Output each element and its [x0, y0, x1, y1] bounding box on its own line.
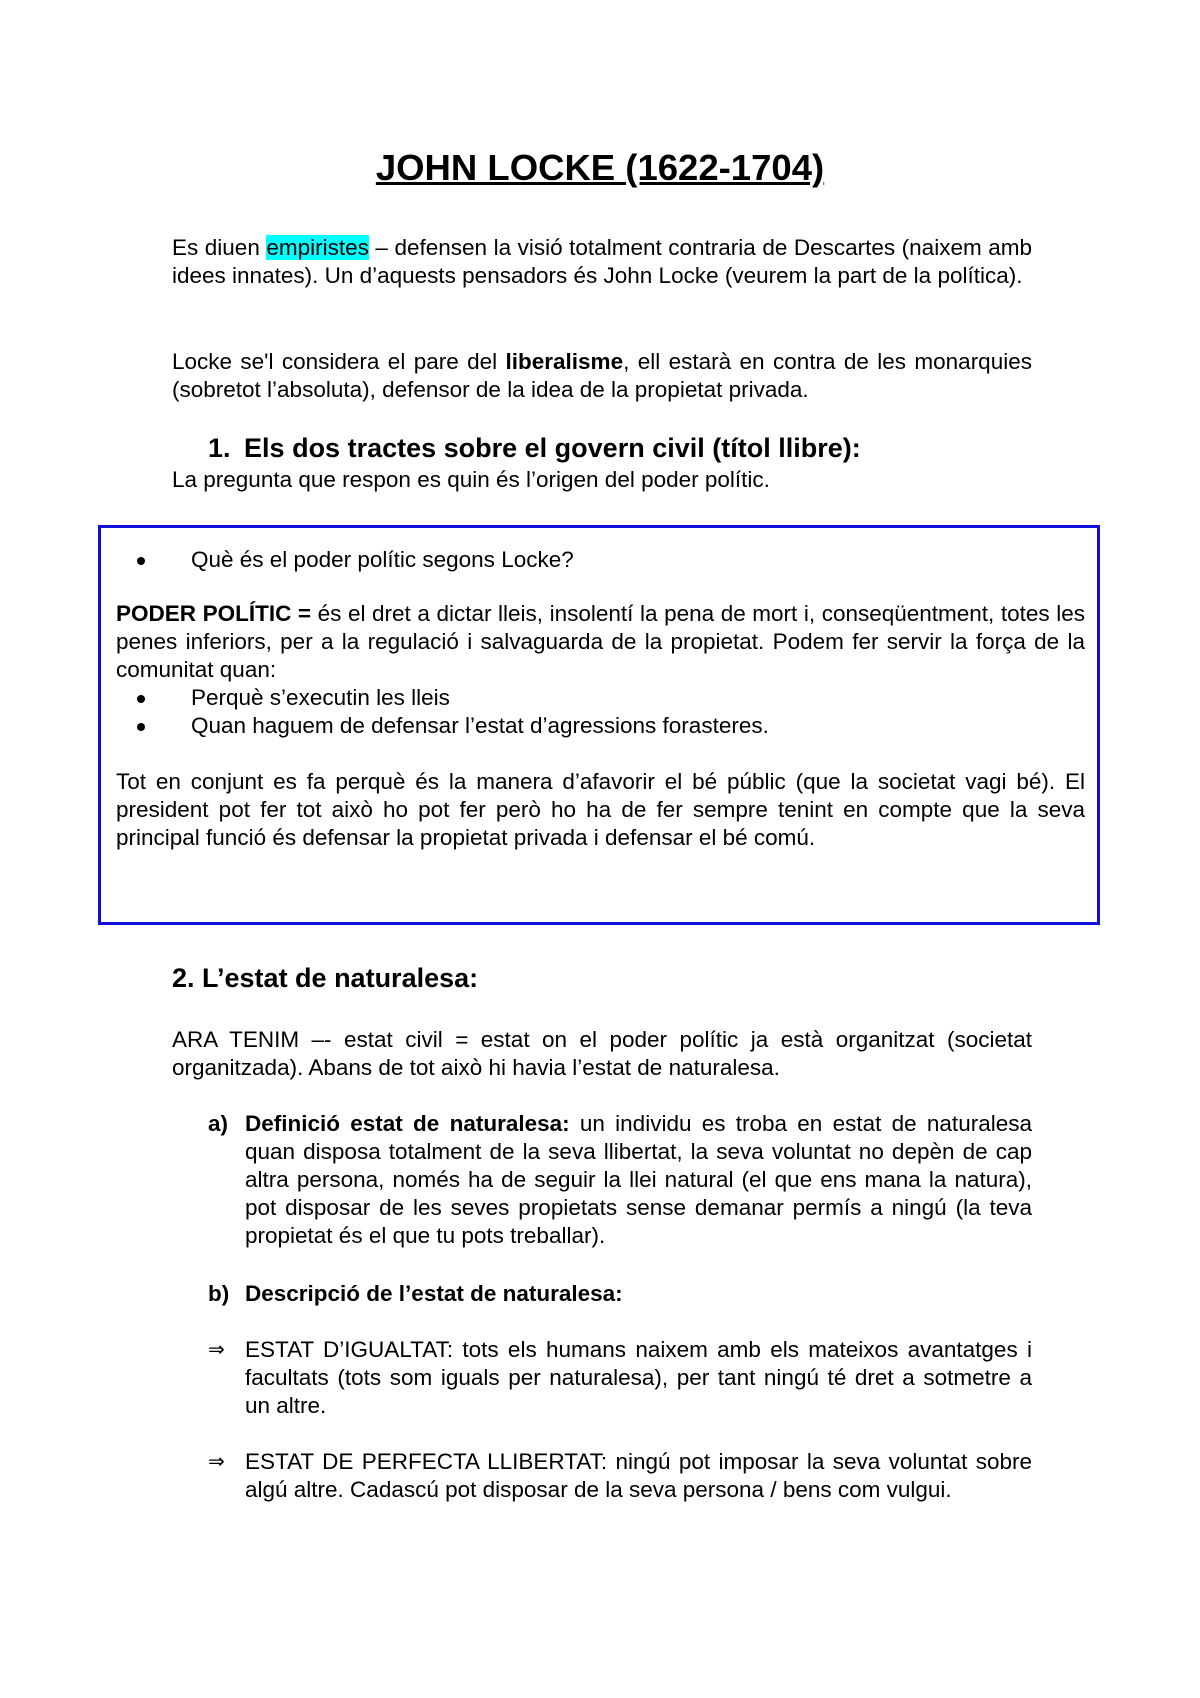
- intro-p2-start: Locke se'l considera el pare del: [172, 349, 506, 374]
- item-a-bold: Definició estat de naturalesa:: [245, 1111, 570, 1136]
- box-question: Què és el poder polític segons Locke?: [191, 547, 574, 572]
- intro-paragraph-1: [172, 234, 1032, 290]
- box-list-item-1: [153, 684, 450, 712]
- highlighted-term: empiristes: [266, 235, 369, 260]
- item-a-label: a): [208, 1111, 229, 1136]
- item-b-bold: Descripció de l’estat de naturalesa:: [245, 1281, 623, 1306]
- box-definition-text: és el dret a dictar lleis, insolentí la pena de mort i, conseqüentment, totes les penes inferiors, per a la regulació i salvaguarda de la propietat. Podem fer servir la força de la comunitat quan:: [116, 601, 1085, 682]
- section-1-title: Els dos tractes sobre el govern civil (títol llibre):: [244, 433, 861, 463]
- section-2-heading: 2. L’estat de naturalesa:: [172, 963, 479, 993]
- intro-paragraph-2: [172, 348, 1032, 404]
- intro-p2-bold-term: liberalisme: [505, 349, 624, 374]
- box-definition-label: PODER POLÍTIC =: [116, 601, 312, 626]
- box-conclusion: Tot en conjunt es fa perquè és la manera d’afavorir el bé públic (que la societat vagi bé). El president pot fer tot això ho pot fer però ho ha de fer sempre tenint en compte que la seva principal funció és defensar la propietat privada i defensar el bé comú.: [116, 769, 1085, 850]
- section-2-intro: ARA TENIM –- estat civil = estat on el poder polític ja està organitzat (societat organitzada). Abans de tot això hi havia l’estat de naturalesa.: [172, 1027, 1032, 1080]
- intro-p2-rest: , ell estarà en contra de les monarquies (sobretot l’absoluta), defensor de la idea de la propietat privada.: [172, 349, 1032, 402]
- box-list-item-2: [153, 712, 769, 740]
- bullet-icon: [137, 695, 145, 703]
- bullet-icon: [137, 723, 145, 731]
- section-1-text: La pregunta que respon es quin és l’origen del poder polític.: [172, 467, 770, 492]
- arrow-item-equality: ESTAT D’IGUALTAT: tots els humans naixem amb els mateixos avantatges i facultats (tots som iguals per naturalesa), per tant ningú té dret a sotmetre a un altre.: [245, 1337, 1032, 1418]
- box-list-item-2-text: Quan haguem de defensar l’estat d’agressions forasteres.: [191, 713, 769, 738]
- section-1-heading: [208, 432, 861, 464]
- political-power-box: [98, 525, 1100, 925]
- item-b-description: [245, 1280, 1032, 1308]
- section-1-number: 1.: [208, 433, 231, 463]
- item-b-label: b): [208, 1281, 230, 1306]
- intro-p1-rest: – defensen la visió totalment contraria de Descartes (naixem amb idees innates). Un d’aquests pensadors és John Locke (veurem la part de la política).: [172, 235, 1033, 288]
- document-title: JOHN LOCKE (1622-1704): [375, 147, 825, 188]
- box-definition: [116, 600, 1085, 684]
- intro-p1-start: Es diuen: [172, 235, 267, 260]
- arrow-right-icon: ⇒: [208, 1339, 225, 1361]
- bullet-icon: [137, 557, 145, 565]
- item-a-definition: [245, 1110, 1032, 1250]
- item-a-text: un individu es troba en estat de naturalesa quan disposa totalment de la seva llibertat, la seva voluntat no depèn de cap altra persona, només ha de seguir la llei natural (el que ens mana la natura), pot disposar de les seves propietats sense demanar permís a ningú (la teva propietat és el que tu pots treballar).: [245, 1111, 1032, 1248]
- box-question-item: [153, 546, 574, 574]
- arrow-item-freedom: ESTAT DE PERFECTA LLIBERTAT: ningú pot imposar la seva voluntat sobre algú altre. Cadascú pot disposar de la seva persona / bens com vulgui.: [245, 1449, 1032, 1502]
- arrow-right-icon: ⇒: [208, 1451, 225, 1473]
- box-list-item-1-text: Perquè s’executin les lleis: [191, 685, 450, 710]
